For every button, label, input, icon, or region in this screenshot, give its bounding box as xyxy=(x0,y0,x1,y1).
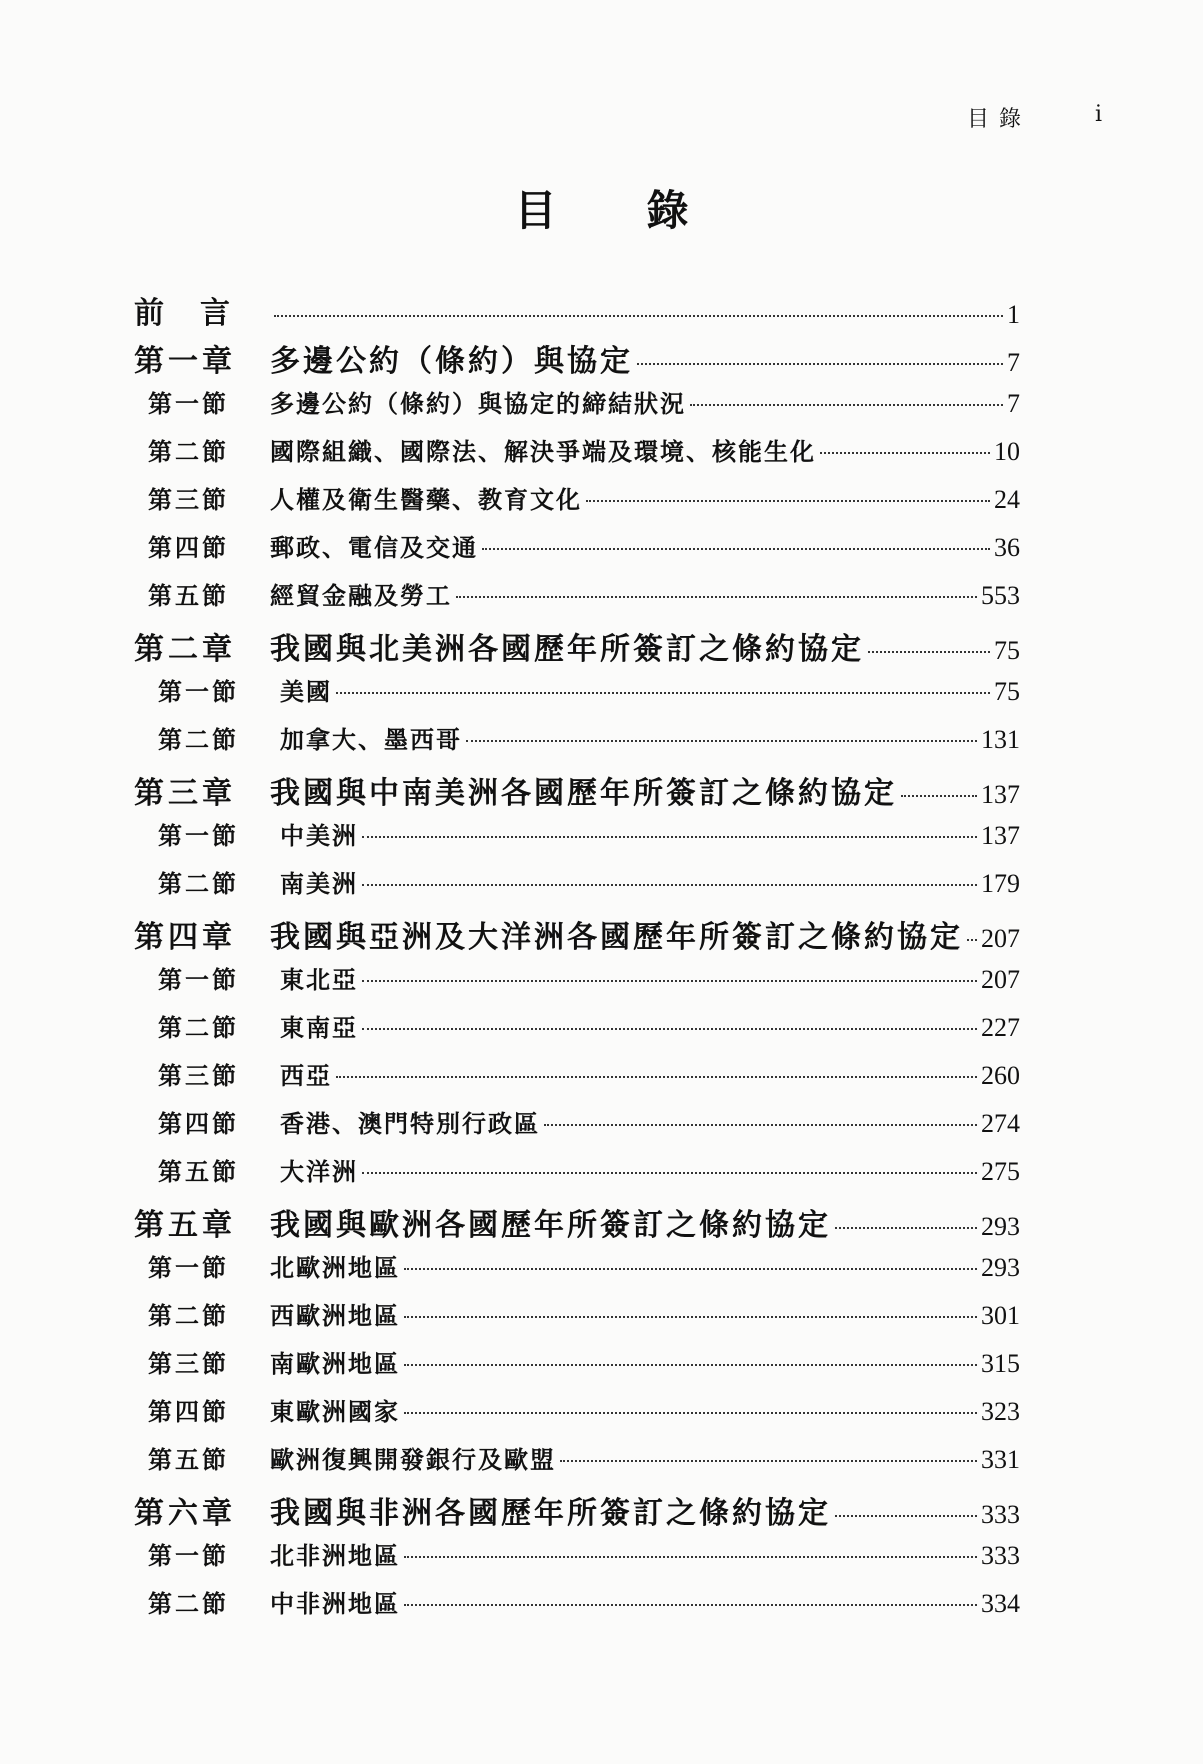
toc-entry-label: 第二節 xyxy=(148,437,229,466)
toc-entry-label: 第二節 xyxy=(158,869,239,898)
toc-entry[interactable] xyxy=(134,1584,1020,1632)
dot-leader xyxy=(466,740,977,742)
toc-entry-title: 中美洲 xyxy=(280,821,358,850)
dot-leader xyxy=(362,980,977,982)
toc-entry-title: 我國與中南美洲各國歷年所簽訂之條約協定 xyxy=(270,776,897,811)
toc-entry-page: 7 xyxy=(1007,389,1020,418)
toc-entry-page: 275 xyxy=(981,1157,1020,1186)
toc-entry-page: 207 xyxy=(981,965,1020,994)
toc-entry[interactable] xyxy=(134,1008,1020,1056)
toc-entry[interactable] xyxy=(134,1056,1020,1104)
toc-entry-label: 第五節 xyxy=(148,581,229,610)
dot-leader xyxy=(404,1364,977,1366)
toc-entry-title: 北非洲地區 xyxy=(270,1541,400,1570)
toc-entry-title: 多邊公約（條約）與協定的締結狀況 xyxy=(270,389,686,418)
toc-entry-page: 207 xyxy=(981,924,1020,953)
toc-entry-title: 北歐洲地區 xyxy=(270,1253,400,1282)
toc-entry[interactable] xyxy=(134,528,1020,576)
toc-entry[interactable] xyxy=(134,672,1020,720)
toc-entry-label: 第五節 xyxy=(158,1157,239,1186)
toc-entry-page: 75 xyxy=(994,636,1020,665)
toc-entry-label: 第六章 xyxy=(134,1496,236,1531)
toc-entry-page: 315 xyxy=(981,1349,1020,1378)
toc-entry-label: 前言 xyxy=(134,296,266,331)
dot-leader xyxy=(482,548,990,550)
toc-entry[interactable] xyxy=(134,384,1020,432)
toc-entry-label: 第一節 xyxy=(158,965,239,994)
toc-entry-label: 第三節 xyxy=(148,485,229,514)
toc-entry-title: 經貿金融及勞工 xyxy=(270,581,452,610)
toc-entry-page: 331 xyxy=(981,1445,1020,1474)
dot-leader xyxy=(967,939,977,941)
dot-leader xyxy=(586,500,990,502)
toc-entry[interactable] xyxy=(134,336,1020,384)
toc-entry-page: 179 xyxy=(981,869,1020,898)
toc-entry-page: 301 xyxy=(981,1301,1020,1330)
toc-entry[interactable] xyxy=(134,1344,1020,1392)
running-head: 目錄 xyxy=(966,107,1031,132)
toc-entry[interactable] xyxy=(134,624,1020,672)
toc-entry-label: 第二節 xyxy=(158,725,239,754)
toc-entry-page: 137 xyxy=(981,821,1020,850)
dot-leader xyxy=(404,1604,977,1606)
toc-entry-title: 我國與非洲各國歷年所簽訂之條約協定 xyxy=(270,1496,831,1531)
dot-leader xyxy=(456,596,977,598)
toc-entry[interactable] xyxy=(134,1536,1020,1584)
toc-entry-title: 歐洲復興開發銀行及歐盟 xyxy=(270,1445,556,1474)
toc-entry-page: 333 xyxy=(981,1541,1020,1570)
toc-entry-label: 第一節 xyxy=(148,389,229,418)
dot-leader xyxy=(362,1172,977,1174)
toc-entry-title: 南歐洲地區 xyxy=(270,1349,400,1378)
dot-leader xyxy=(901,795,977,797)
toc-entry-label: 第四節 xyxy=(148,533,229,562)
dot-leader xyxy=(362,1028,977,1030)
dot-leader xyxy=(336,1076,977,1078)
toc-entry-label: 第四節 xyxy=(148,1397,229,1426)
toc-title: 目錄 xyxy=(514,186,779,235)
toc-entry-title: 南美洲 xyxy=(280,869,358,898)
toc-entry-title: 國際組織、國際法、解決爭端及環境、核能生化 xyxy=(270,437,816,466)
dot-leader xyxy=(868,651,990,653)
toc-entry-page: 293 xyxy=(981,1212,1020,1241)
toc-entry-label: 第一章 xyxy=(134,344,236,379)
toc-entry-page: 24 xyxy=(994,485,1020,514)
dot-leader xyxy=(835,1227,977,1229)
toc-entry-label: 第二節 xyxy=(148,1301,229,1330)
toc-entry-page: 333 xyxy=(981,1500,1020,1529)
dot-leader xyxy=(336,692,990,694)
toc-entry-title: 多邊公約（條約）與協定 xyxy=(270,344,633,379)
dot-leader xyxy=(404,1316,977,1318)
dot-leader xyxy=(362,836,977,838)
toc-entry-title: 東北亞 xyxy=(280,965,358,994)
toc-entry[interactable] xyxy=(134,1104,1020,1152)
toc-entry-label: 第二節 xyxy=(148,1589,229,1618)
toc-entry-page: 75 xyxy=(994,677,1020,706)
toc-entry[interactable] xyxy=(134,1392,1020,1440)
toc-entry-title: 加拿大、墨西哥 xyxy=(280,725,462,754)
page-number: i xyxy=(1095,102,1103,127)
toc-entry-page: 1 xyxy=(1007,300,1020,329)
toc-entry-label: 第一節 xyxy=(148,1253,229,1282)
toc-entry-title: 我國與歐洲各國歷年所簽訂之條約協定 xyxy=(270,1208,831,1243)
toc-entry-title: 我國與北美洲各國歷年所簽訂之條約協定 xyxy=(270,632,864,667)
toc-entry[interactable] xyxy=(134,768,1020,816)
toc-entry[interactable] xyxy=(134,1248,1020,1296)
toc-entry-page: 10 xyxy=(994,437,1020,466)
toc-entry[interactable] xyxy=(134,912,1020,960)
toc-entry[interactable] xyxy=(134,1488,1020,1536)
dot-leader xyxy=(404,1412,977,1414)
dot-leader xyxy=(820,452,990,454)
toc-entry-page: 131 xyxy=(981,725,1020,754)
dot-leader xyxy=(274,315,1003,317)
toc-entry-label: 第四章 xyxy=(134,920,236,955)
toc-entry-title: 西歐洲地區 xyxy=(270,1301,400,1330)
toc-entry-page: 274 xyxy=(981,1109,1020,1138)
dot-leader xyxy=(690,404,1003,406)
toc-entry-label: 第五節 xyxy=(148,1445,229,1474)
toc-entry[interactable] xyxy=(134,1296,1020,1344)
toc-entry-title: 東歐洲國家 xyxy=(270,1397,400,1426)
toc-entry[interactable] xyxy=(134,576,1020,624)
toc-entry-label: 第一節 xyxy=(158,677,239,706)
toc-entry[interactable] xyxy=(134,432,1020,480)
toc-entry-title: 大洋洲 xyxy=(280,1157,358,1186)
dot-leader xyxy=(560,1460,977,1462)
toc-entry-label: 第四節 xyxy=(158,1109,239,1138)
toc-entry-page: 293 xyxy=(981,1253,1020,1282)
toc-entry-title: 中非洲地區 xyxy=(270,1589,400,1618)
toc-entry-label: 第三章 xyxy=(134,776,236,811)
toc-entry-label: 第一節 xyxy=(158,821,239,850)
toc-entry-title: 西亞 xyxy=(280,1061,332,1090)
toc-entry-title: 郵政、電信及交通 xyxy=(270,533,478,562)
toc-entry[interactable] xyxy=(134,1440,1020,1488)
toc-entry-label: 第三節 xyxy=(148,1349,229,1378)
toc-entry-page: 7 xyxy=(1007,348,1020,377)
toc-entry-page: 227 xyxy=(981,1013,1020,1042)
toc-entry[interactable] xyxy=(134,864,1020,912)
toc-entry-title: 人權及衛生醫藥、教育文化 xyxy=(270,485,582,514)
toc-entry[interactable] xyxy=(134,1200,1020,1248)
toc-entry-page: 137 xyxy=(981,780,1020,809)
toc-entry[interactable] xyxy=(134,480,1020,528)
dot-leader xyxy=(835,1515,977,1517)
dot-leader xyxy=(637,363,1003,365)
toc-entry-label: 第三節 xyxy=(158,1061,239,1090)
toc-entry-title: 東南亞 xyxy=(280,1013,358,1042)
toc-entry-label: 第一節 xyxy=(148,1541,229,1570)
toc-entry[interactable] xyxy=(134,720,1020,768)
toc-entry-page: 334 xyxy=(981,1589,1020,1618)
toc-entry[interactable] xyxy=(134,288,1020,336)
toc-entry-page: 323 xyxy=(981,1397,1020,1426)
toc-entry[interactable] xyxy=(134,1152,1020,1200)
toc-entry-label: 第五章 xyxy=(134,1208,236,1243)
toc-entry-page: 260 xyxy=(981,1061,1020,1090)
toc-entry-title: 香港、澳門特別行政區 xyxy=(280,1109,540,1138)
toc-entry-label: 第二節 xyxy=(158,1013,239,1042)
toc-entry-page: 553 xyxy=(981,581,1020,610)
toc-entry-label: 第二章 xyxy=(134,632,236,667)
toc-entry-page: 36 xyxy=(994,533,1020,562)
toc-entry[interactable] xyxy=(134,960,1020,1008)
toc-entry-title: 我國與亞洲及大洋洲各國歷年所簽訂之條約協定 xyxy=(270,920,963,955)
toc-entry-title: 美國 xyxy=(280,677,332,706)
dot-leader xyxy=(544,1124,977,1126)
dot-leader xyxy=(404,1268,977,1270)
dot-leader xyxy=(404,1556,977,1558)
dot-leader xyxy=(362,884,977,886)
table-of-contents xyxy=(134,288,1020,1632)
toc-entry[interactable] xyxy=(134,816,1020,864)
